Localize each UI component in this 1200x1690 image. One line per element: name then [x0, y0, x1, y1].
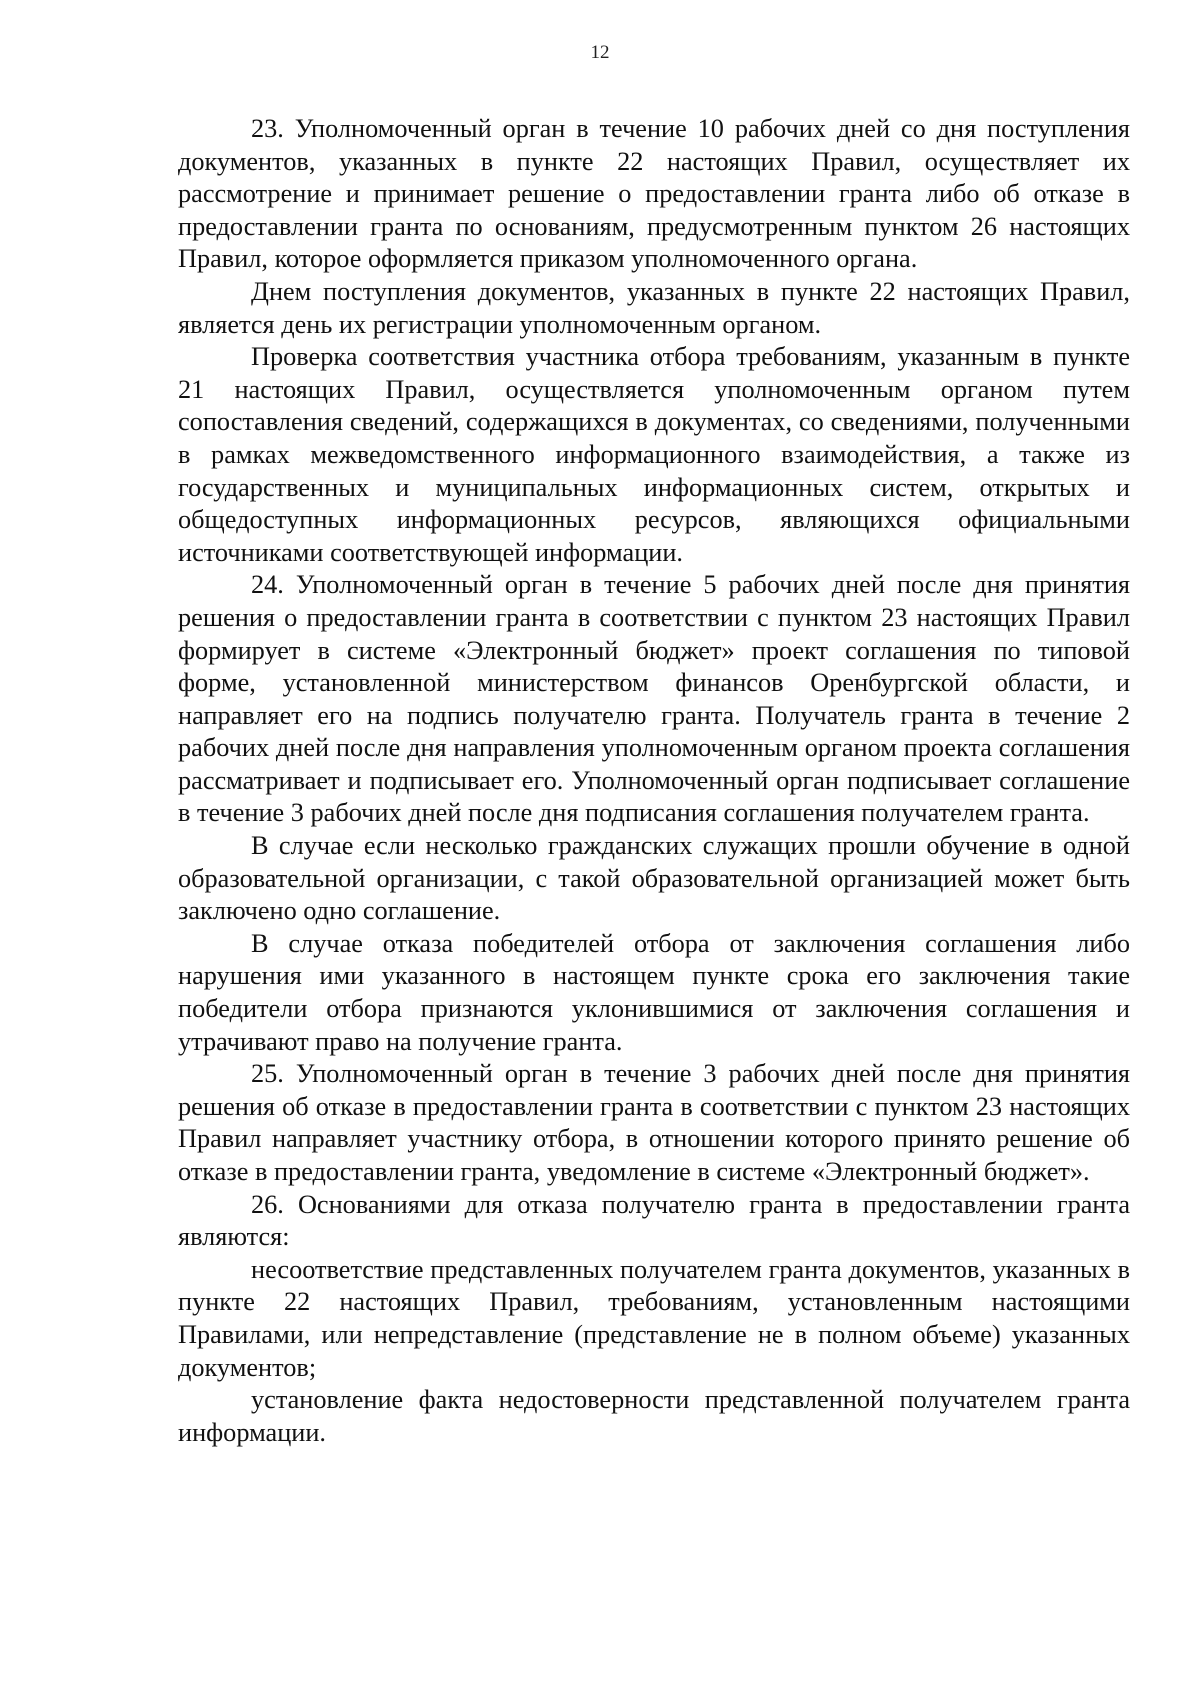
paragraph-receipt-day: Днем поступления документов, указанных в пункте 22 настоящих Правил, является день их регистрации уполномоченным органом. [178, 276, 1130, 339]
paragraph-23: 23. Уполномоченный орган в течение 10 рабочих дней со дня поступления документов, указанных в пункте 22 настоящих Правил, осуществляет их рассмотрение и принимает решение о предоставлении гранта либо об отказе в предоставлении гранта по основаниям, предусмотренным пунктом 26 настоящих Правил, которое оформляется приказом уполномоченного органа. [178, 114, 1130, 274]
paragraph-refusal-of-winners: В случае отказа победителей отбора от заключения соглашения либо нарушения ими указанного в настоящем пункте срока его заключения такие победители отбора признаются уклонившимися от заключения соглашения и утрачивают право на получение гранта. [178, 928, 1130, 1056]
paragraph-single-agreement: В случае если несколько гражданских служащих прошли обучение в одной образовательной организации, с такой образовательной организацией может быть заключено одно соглашение. [178, 831, 1130, 926]
paragraph-25: 25. Уполномоченный орган в течение 3 рабочих дней после дня принятия решения об отказе в предоставлении гранта в соответствии с пунктом 23 настоящих Правил направляет участнику отбора, в отношении которого принято решение об отказе в предоставлении гранта, уведомление в системе «Электронный бюджет». [178, 1059, 1130, 1186]
paragraph-26: 26. Основаниями для отказа получателю гранта в предоставлении гранта являются: [178, 1189, 1130, 1252]
paragraph-ground-false-info: установление факта недостоверности представленной получателем гранта информации. [178, 1385, 1130, 1447]
paragraph-ground-nonconformity: несоответствие представленных получателем гранта документов, указанных в пункте 22 настоящих Правил, требованиям, установленным настоящими Правилами, или непредставление (представление не в полном объеме) указанных документов; [178, 1254, 1130, 1382]
paragraph-24: 24. Уполномоченный орган в течение 5 рабочих дней после дня принятия решения о предоставлении гранта в соответствии с пунктом 23 настоящих Правил формирует в системе «Электронный бюджет» проект соглашения по типовой форме, установленной министерством финансов Оренбургской области, и направляет его на подпись получателю гранта. Получатель гранта в течение 2 рабочих дней после дня направления уполномоченным органом проекта соглашения рассматривает и подписывает его. Уполномоченный орган подписывает соглашение в течение 3 рабочих дней после дня подписания соглашения получателем гранта. [178, 570, 1130, 828]
page-number: 12 [590, 42, 610, 63]
paragraph-compliance-check: Проверка соответствия участника отбора требованиям, указанным в пункте 21 настоящих Правил, осуществляется уполномоченным органом путем сопоставления сведений, содержащихся в документах, со сведениями, полученными в рамках межведомственного информационного взаимодействия, а также из государственных и муниципальных информационных систем, открытых и общедоступных информационных ресурсов, являющихся официальными источниками соответствующей информации. [178, 342, 1130, 567]
document-body [178, 113, 1130, 1449]
